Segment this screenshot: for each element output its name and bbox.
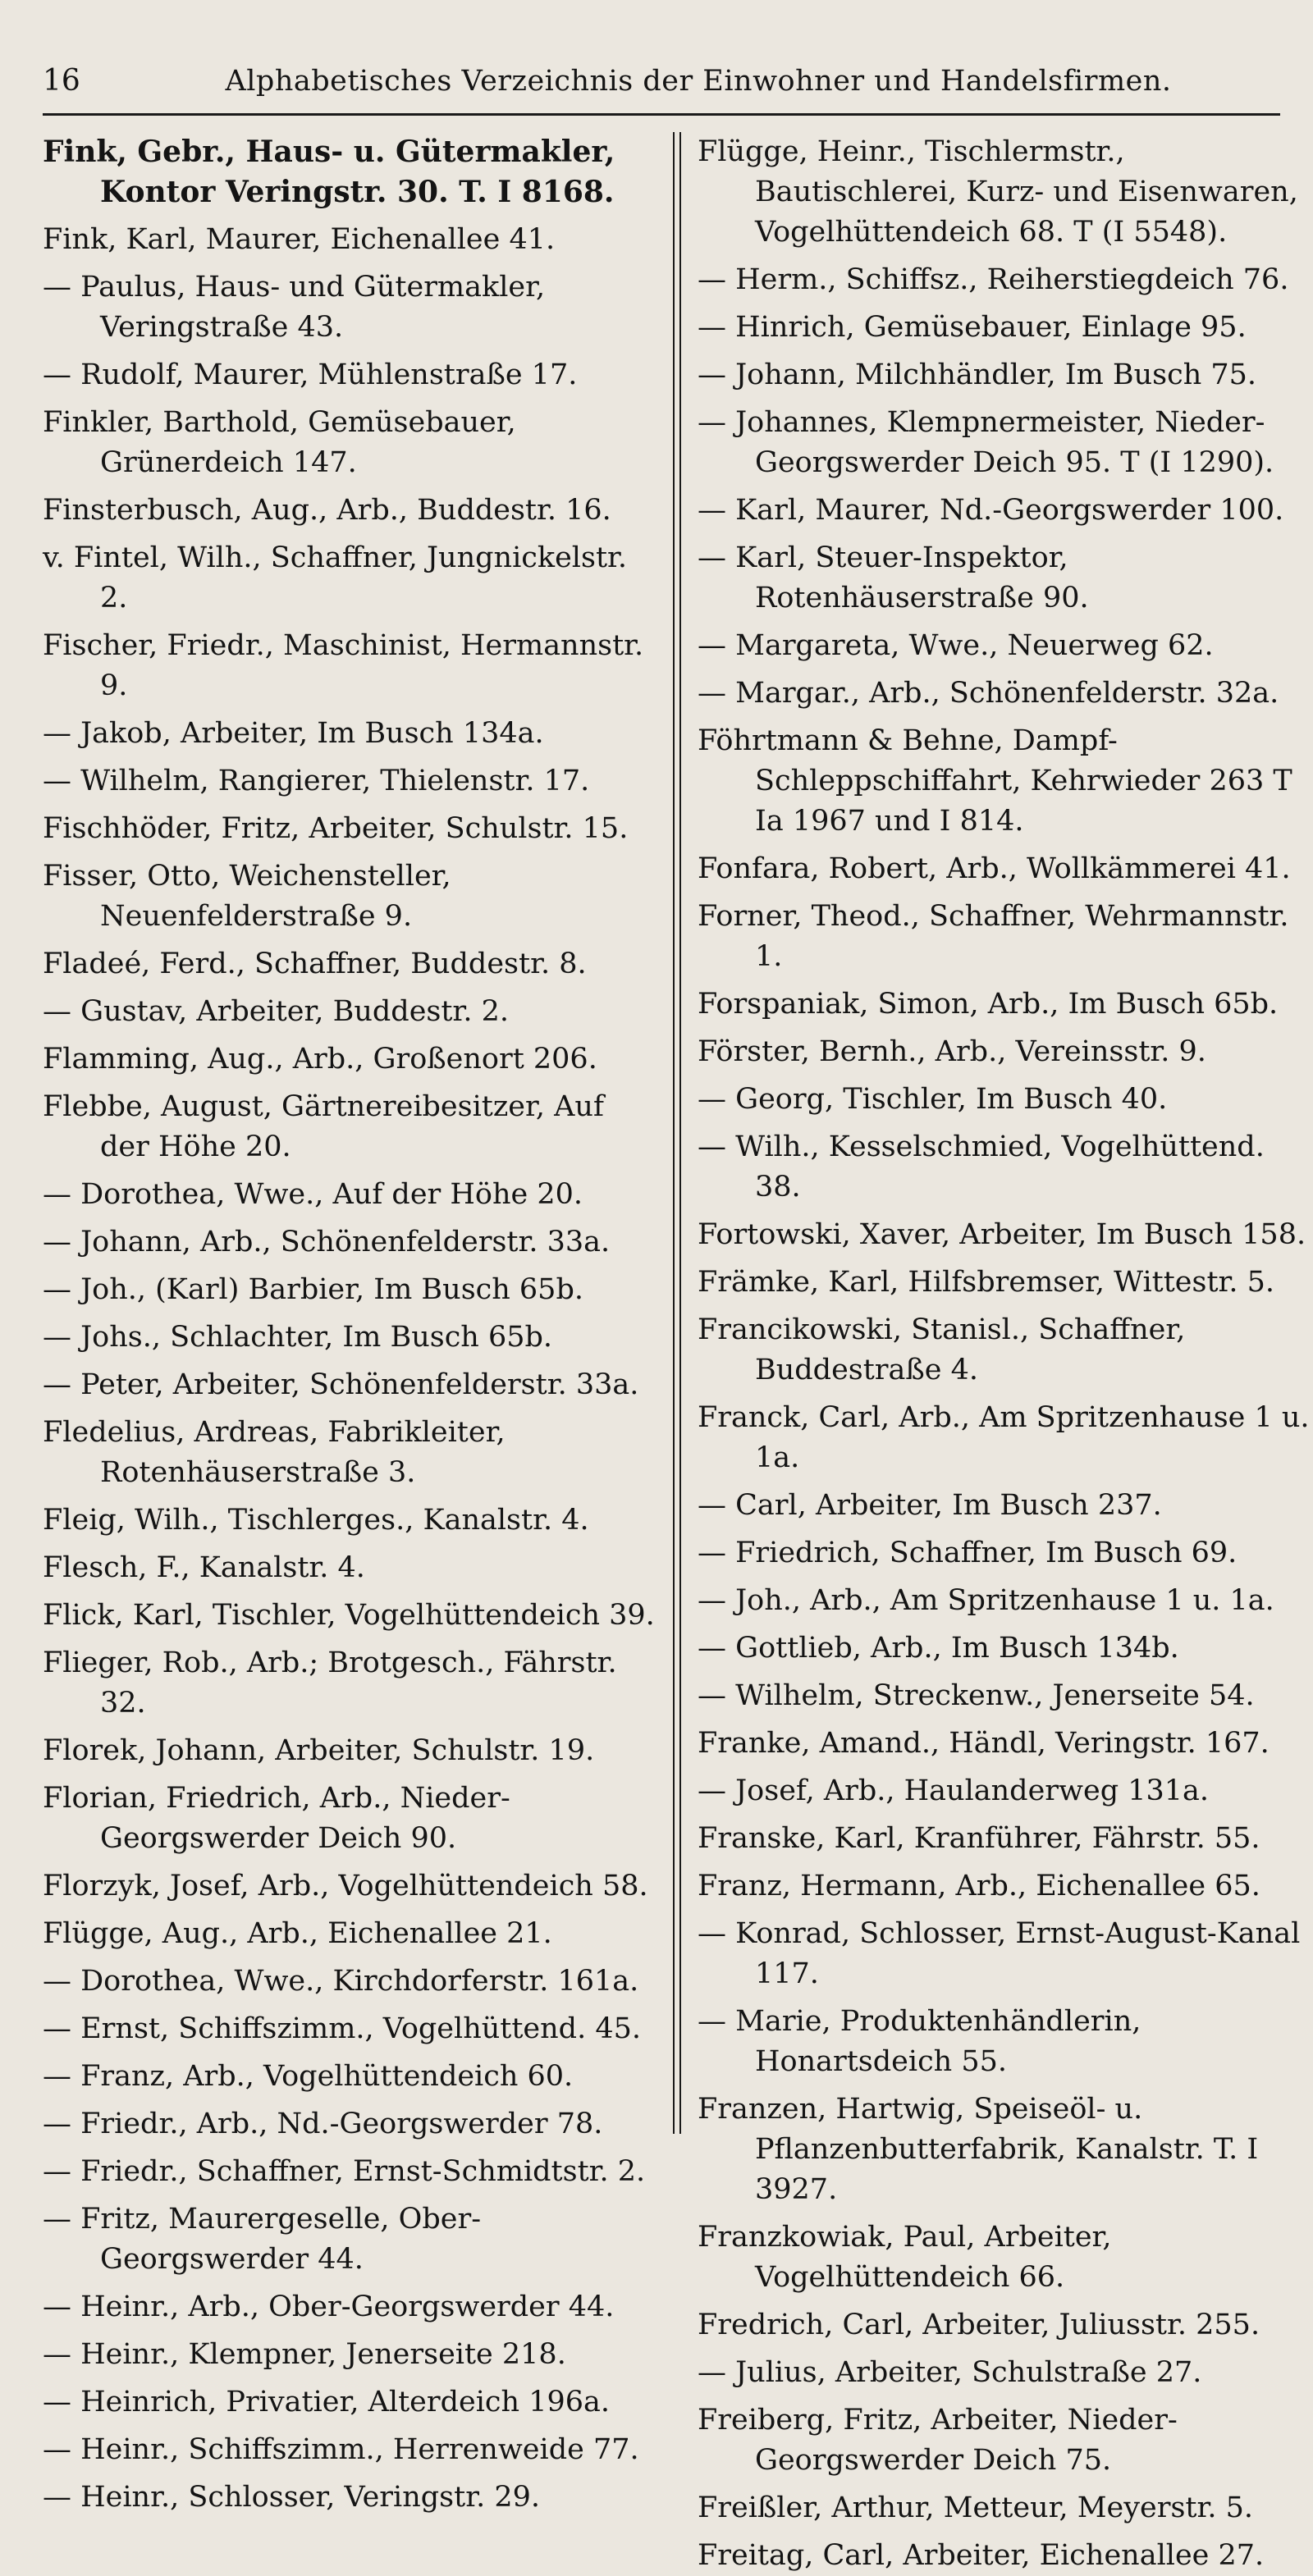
directory-entry: — Jakob, Arbeiter, Im Busch 134a. [43, 717, 544, 750]
directory-entry: — Gottlieb, Arb., Im Busch 134b. [698, 1632, 1179, 1665]
directory-entry: Forner, Theod., Schaffner, Wehrmannstr. 1. [698, 900, 1289, 973]
directory-entry: — Dorothea, Wwe., Auf der Höhe 20. [43, 1178, 583, 1211]
directory-entry: — Friedr., Arb., Nd.-Georgswerder 78. [43, 2108, 603, 2140]
directory-entry: Flügge, Heinr., Tischlermstr., Bautischlerei, Kurz- und Eisenwaren, Vogelhüttendeich 68. T (I 5548). [698, 135, 1298, 249]
directory-entry: Föhrtmann & Behne, Dampf-Schleppschiffahrt, Kehrwieder 263 T Ia 1967 und I 814. [698, 724, 1292, 838]
directory-entry: Fischer, Friedr., Maschinist, Hermannstr. 9. [43, 629, 644, 702]
directory-entry: Fladeé, Ferd., Schaffner, Buddestr. 8. [43, 948, 587, 980]
directory-entry: — Georg, Tischler, Im Busch 40. [698, 1083, 1168, 1116]
directory-entry: — Gustav, Arbeiter, Buddestr. 2. [43, 995, 509, 1028]
directory-entry: — Heinr., Schiffszimm., Herrenweide 77. [43, 2433, 639, 2466]
directory-entry: — Peter, Arbeiter, Schönenfelderstr. 33a. [43, 1368, 639, 1401]
directory-entry: Flieger, Rob., Arb.; Brotgesch., Fährstr. 32. [43, 1647, 617, 1720]
column-divider [673, 132, 681, 2134]
directory-entry: Franzen, Hartwig, Speiseöl- u. Pflanzenbutterfabrik, Kanalstr. T. I 3927. [698, 2093, 1259, 2206]
directory-entry: Franke, Amand., Händl, Veringstr. 167. [698, 1727, 1270, 1760]
directory-entry: v. Fintel, Wilh., Schaffner, Jungnickelstr. 2. [43, 541, 628, 614]
directory-entry: — Johann, Arb., Schönenfelderstr. 33a. [43, 1226, 611, 1258]
directory-entry: — Heinr., Klempner, Jenerseite 218. [43, 2338, 566, 2371]
directory-entry: Flebbe, August, Gärtnereibesitzer, Auf der Höhe 20. [43, 1090, 604, 1163]
directory-entry: — Konrad, Schlosser, Ernst-August-Kanal 117. [698, 1917, 1301, 1990]
directory-entry: Franck, Carl, Arb., Am Spritzenhause 1 u. 1a. [698, 1401, 1310, 1474]
directory-entry: — Ernst, Schiffszimm., Vogelhüttend. 45. [43, 2012, 641, 2045]
directory-entry: Fisser, Otto, Weichensteller, Neuenfelderstraße 9. [43, 860, 451, 933]
directory-entry: — Joh., Arb., Am Spritzenhause 1 u. 1a. [698, 1584, 1274, 1617]
directory-entry: Finkler, Barthold, Gemüsebauer, Grünerdeich 147. [43, 406, 516, 479]
directory-entry: Florzyk, Josef, Arb., Vogelhüttendeich 58. [43, 1870, 648, 1902]
directory-entry: — Josef, Arb., Haulanderweg 131a. [698, 1774, 1210, 1807]
directory-entry: — Friedrich, Schaffner, Im Busch 69. [698, 1537, 1238, 1569]
directory-entry: Franske, Karl, Kranführer, Fährstr. 55. [698, 1822, 1260, 1855]
directory-entry: Fischhöder, Fritz, Arbeiter, Schulstr. 15. [43, 812, 629, 845]
left-column [43, 132, 673, 2514]
directory-entry: — Marie, Produktenhändlerin, Honartsdeich 55. [698, 2005, 1141, 2078]
directory-entry: Flamming, Aug., Arb., Großenort 206. [43, 1043, 597, 1076]
directory-entry: — Heinrich, Privatier, Alterdeich 196a. [43, 2386, 610, 2418]
directory-entry: — Margareta, Wwe., Neuerweg 62. [698, 629, 1214, 662]
directory-entry: — Heinr., Arb., Ober-Georgswerder 44. [43, 2291, 615, 2323]
directory-entry: Fink, Gebr., Haus- u. Gütermakler, Kontor Veringstr. 30. T. I 8168. [43, 135, 615, 209]
directory-entry: — Wilh., Kesselschmied, Vogelhüttend. 38. [698, 1130, 1265, 1204]
directory-entry: — Dorothea, Wwe., Kirchdorferstr. 161a. [43, 1965, 639, 1998]
directory-entry: — Karl, Maurer, Nd.-Georgswerder 100. [698, 494, 1284, 527]
right-column [681, 132, 1313, 2572]
directory-entry: — Karl, Steuer-Inspektor, Rotenhäuserstraße 90. [698, 541, 1089, 614]
directory-entry: Fink, Karl, Maurer, Eichenallee 41. [43, 223, 556, 256]
page-header [43, 64, 1280, 116]
directory-entry: Florek, Johann, Arbeiter, Schulstr. 19. [43, 1734, 595, 1767]
columns [43, 132, 1310, 2572]
directory-entry: — Margar., Arb., Schönenfelderstr. 32a. [698, 677, 1279, 710]
directory-entry: — Johannes, Klempnermeister, Nieder-Georgswerder Deich 95. T (I 1290). [698, 406, 1274, 479]
directory-entry: Fleig, Wilh., Tischlerges., Kanalstr. 4. [43, 1504, 589, 1537]
directory-entry: — Wilhelm, Rangierer, Thielenstr. 17. [43, 765, 590, 797]
directory-entry: Fredrich, Carl, Arbeiter, Juliusstr. 255. [698, 2309, 1260, 2341]
directory-entry: Flügge, Aug., Arb., Eichenallee 21. [43, 1917, 552, 1950]
directory-entry: Fortowski, Xaver, Arbeiter, Im Busch 158. [698, 1218, 1306, 1251]
directory-entry: Francikowski, Stanisl., Schaffner, Buddestraße 4. [698, 1313, 1186, 1386]
directory-entry: — Herm., Schiffsz., Reiherstiegdeich 76. [698, 263, 1289, 296]
directory-entry: — Hinrich, Gemüsebauer, Einlage 95. [698, 311, 1247, 344]
directory-entry: Förster, Bernh., Arb., Vereinsstr. 9. [698, 1035, 1206, 1068]
directory-entry: Finsterbusch, Aug., Arb., Buddestr. 16. [43, 494, 611, 527]
directory-entry: — Fritz, Maurergeselle, Ober-Georgswerder 44. [43, 2203, 482, 2276]
page-number: 16 [43, 64, 80, 98]
directory-entry: Franz, Hermann, Arb., Eichenallee 65. [698, 1870, 1260, 1902]
directory-entry: — Wilhelm, Streckenw., Jenerseite 54. [698, 1679, 1255, 1712]
directory-entry: — Franz, Arb., Vogelhüttendeich 60. [43, 2060, 574, 2093]
directory-entry: Freißler, Arthur, Metteur, Meyerstr. 5. [698, 2492, 1254, 2524]
directory-entry: — Paulus, Haus- und Gütermakler, Veringstraße 43. [43, 271, 546, 344]
directory-entry: Franzkowiak, Paul, Arbeiter, Vogelhüttendeich 66. [698, 2221, 1112, 2294]
page-title: Alphabetisches Verzeichnis der Einwohner und Handelsfirmen. [225, 65, 1172, 98]
directory-entry: Freiberg, Fritz, Arbeiter, Nieder-Georgswerder Deich 75. [698, 2404, 1178, 2477]
directory-entry: Freitag, Carl, Arbeiter, Eichenallee 27. [698, 2539, 1265, 2572]
directory-entry: — Carl, Arbeiter, Im Busch 237. [698, 1489, 1162, 1522]
directory-entry: Främke, Karl, Hilfsbremser, Wittestr. 5. [698, 1266, 1275, 1299]
directory-entry: — Friedr., Schaffner, Ernst-Schmidtstr. 2. [43, 2155, 646, 2188]
directory-entry: — Joh., (Karl) Barbier, Im Busch 65b. [43, 1273, 583, 1306]
directory-entry: Flesch, F., Kanalstr. 4. [43, 1551, 365, 1584]
directory-entry: Florian, Friedrich, Arb., Nieder-Georgswerder Deich 90. [43, 1782, 510, 1855]
directory-entry: — Rudolf, Maurer, Mühlenstraße 17. [43, 359, 578, 391]
directory-entry: Fonfara, Robert, Arb., Wollkämmerei 41. [698, 852, 1291, 885]
directory-entry: — Johann, Milchhändler, Im Busch 75. [698, 359, 1257, 391]
directory-entry: — Johs., Schlachter, Im Busch 65b. [43, 1321, 553, 1354]
directory-entry: Flick, Karl, Tischler, Vogelhüttendeich 39. [43, 1599, 655, 1632]
directory-entry: Fledelius, Ardreas, Fabrikleiter, Rotenhäuserstraße 3. [43, 1416, 506, 1489]
directory-entry: Forspaniak, Simon, Arb., Im Busch 65b. [698, 988, 1279, 1021]
directory-entry: — Heinr., Schlosser, Veringstr. 29. [43, 2481, 540, 2514]
directory-entry: — Julius, Arbeiter, Schulstraße 27. [698, 2356, 1202, 2389]
